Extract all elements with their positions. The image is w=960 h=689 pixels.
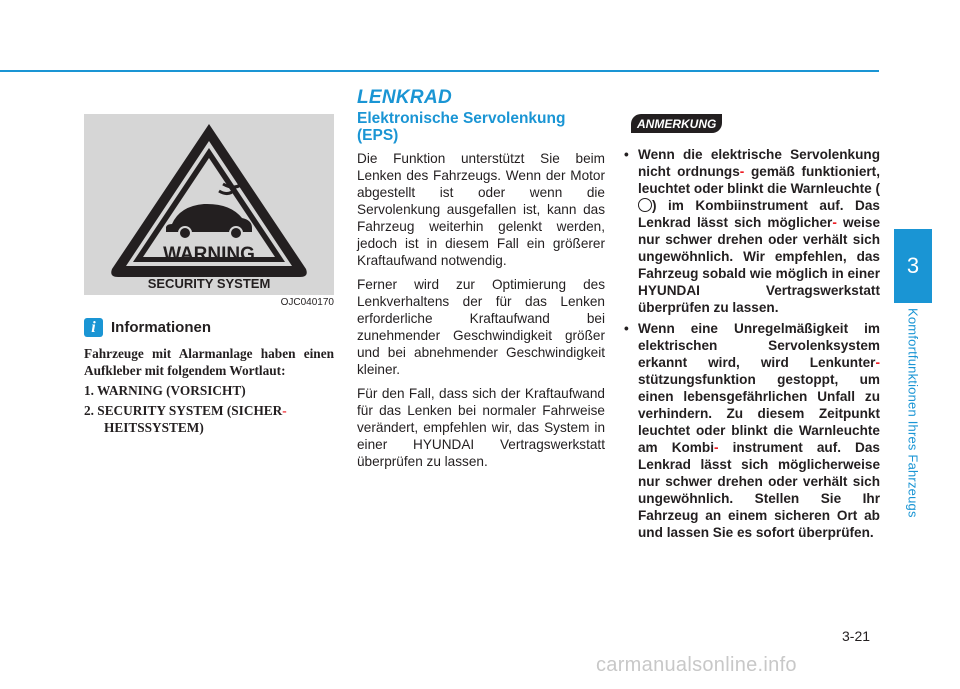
info-item-1: 1. WARNING (VORSICHT)	[84, 383, 246, 398]
info-body	[84, 345, 334, 436]
note-1-part-a: Wenn die elektrische Servolenkung nicht ordnungs	[638, 147, 880, 179]
sign-subtext: SECURITY SYSTEM	[147, 276, 271, 291]
note-body	[621, 146, 880, 545]
sign-word: WARNING	[163, 244, 255, 265]
info-item-2	[84, 402, 334, 436]
note-1-part-b: gemäß funktioniert, leuchtet oder blinkt die Warnleuchte (	[638, 164, 880, 196]
subsection-heading: Elektronische Servolenkung (EPS)	[357, 110, 566, 144]
image-caption: OJC040170	[280, 297, 334, 308]
warning-sticker-image	[84, 114, 334, 295]
paragraph-2: Ferner wird zur Optimierung des Lenkverhaltens der für das Lenken erforderliche Kraftaufwand bei zunehmender Geschwindigkeit größer und bei abnehmender Geschwindigkeit kleiner.	[357, 277, 605, 377]
chapter-title-text: Komfortfunktionen Ihres Fahrzeugs	[905, 308, 921, 518]
paragraph-1: Die Funktion unterstützt Sie beim Lenken des Fahrzeugs. Wenn der Motor abgestellt ist oder wenn die Servolenkung ausgefallen ist, kann das Fahrzeug weiterhin gelenkt werden, jedoch ist in diesem Fall ein größerer Kraftaufwand notwendig.	[357, 151, 605, 268]
main-text	[357, 150, 605, 477]
note-2-part-a: Wenn eine Unregelmäßigkeit im elektrischen Servolenksystem erkannt wird, wird Lenkunter	[638, 321, 880, 370]
hyphen-mark: -	[739, 164, 745, 179]
steering-warning-icon	[638, 198, 652, 212]
info-header	[84, 318, 211, 337]
info-title: Informationen	[111, 319, 211, 336]
note-2-part-b: stützungsfunktion gestoppt, um einen lebensgefährlichen Unfall zu verhindern. Zu diesem Zeitpunkt leuchtet oder blinkt die Warnleuchte am Kombi	[638, 372, 880, 455]
info-icon: i	[84, 318, 103, 337]
note-bullet-1	[621, 146, 880, 316]
header-rule	[0, 70, 879, 72]
paragraph-3: Für den Fall, dass sich der Kraftaufwand für das Lenken bei normaler Fahrweise verändert, empfehlen wir, das System in einer HYUNDAI Vertragswerkstatt überprüfen zu lassen.	[357, 386, 605, 469]
note-1-part-c: ) im Kombiinstrument auf. Das Lenkrad lässt sich möglicher	[638, 198, 880, 230]
hyphen-mark: -	[832, 215, 837, 230]
chapter-number: 3	[906, 253, 920, 278]
note-bullet-2	[621, 320, 880, 541]
chapter-title	[894, 308, 932, 518]
note-1-part-d: weise nur schwer drehen oder verhält sich ungewöhnlich. Wir empfehlen, das Fahrzeug sobald wie möglich in einer HYUNDAI Vertragswerkstatt überprüfen zu lassen.	[638, 215, 881, 315]
page-number: 3-21	[842, 628, 871, 644]
info-item-2-part-b: HEITSSYSTEM)	[104, 420, 204, 435]
note-badge: ANMERKUNG	[631, 114, 722, 133]
info-item-2-part-a: 2. SECURITY SYSTEM (SICHER	[84, 403, 283, 418]
watermark: carmanualsonline.info	[596, 654, 797, 676]
hyphen-mark: -	[713, 440, 719, 455]
section-heading: LENKRAD	[357, 87, 452, 108]
note-2-part-c: instrument auf. Das Lenkrad lässt sich möglicherweise nur schwer drehen oder verhält sich ungewöhnlich. Stellen Sie Ihr Fahrzeug an einem sicheren Ort ab und lassen Sie es sofort überprüfen.	[638, 440, 880, 540]
hyphen-mark: -	[282, 403, 287, 418]
hyphen-mark: -	[875, 355, 880, 370]
chapter-tab	[894, 229, 932, 303]
warning-triangle-icon	[84, 114, 334, 295]
info-intro: Fahrzeuge mit Alarmanlage haben einen Aufkleber mit folgendem Wortlaut:	[84, 346, 334, 378]
